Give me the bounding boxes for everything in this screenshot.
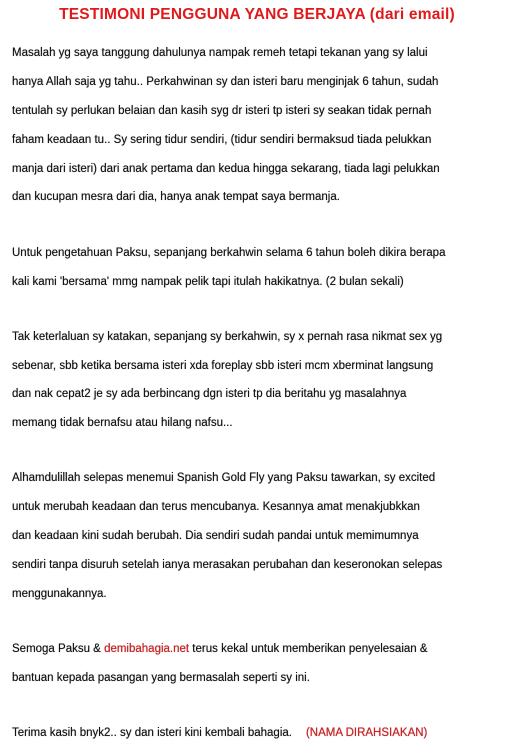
paragraph-5 bbox=[12, 627, 502, 699]
paragraph-line: untuk merubah keadaan dan terus mencubanya. Kesannya amat menakjubkkan bbox=[12, 501, 420, 514]
paragraph-line: tentulah sy perlukan belaian dan kasih syg dr isteri tp isteri sy seakan tidak pernah bbox=[12, 105, 432, 118]
paragraph-3 bbox=[12, 315, 502, 445]
paragraph-line: sendiri tanpa disuruh setelah ianya merasakan perubahan dan keseronokan selepas bbox=[12, 558, 443, 571]
paragraph-line: dan nak cepat2 je sy ada berbincang dgn isteri tp dia beritahu yg masalahnya bbox=[12, 388, 407, 401]
paragraph-line: Alhamdulillah selepas menemui Spanish Gold Fly yang Paksu tawarkan, sy excited bbox=[12, 472, 436, 485]
paragraph-line: kali kami 'bersama' mmg nampak pelik tapi itulah hakikatnya. (2 bulan sekali) bbox=[12, 275, 404, 288]
paragraph-1 bbox=[12, 32, 502, 219]
paragraph-line: manja dari isteri) dari anak pertama dan kedua hingga sekarang, tiada lagi pelukkan bbox=[12, 162, 440, 175]
page-title: TESTIMONI PENGGUNA YANG BERJAYA (dari email) bbox=[59, 6, 455, 23]
paragraph-line bbox=[12, 726, 502, 740]
paragraph-line: menggunakannya. bbox=[12, 587, 107, 600]
paragraph-line: faham keadaan tu.. Sy sering tidur sendiri, (tidur sendiri bermaksud tiada pelukkan bbox=[12, 133, 432, 146]
author-name: (NAMA DIRAHSIAKAN) bbox=[305, 726, 428, 739]
paragraph-line bbox=[12, 642, 502, 656]
paragraph-text: Semoga Paksu & bbox=[12, 642, 105, 655]
paragraph-2 bbox=[12, 231, 502, 303]
website-link[interactable]: demibahagia.net bbox=[104, 642, 190, 655]
paragraph-line: memang tidak bernafsu atau hilang nafsu... bbox=[12, 417, 233, 430]
paragraph-line: dan kucupan mesra dari dia, hanya anak tempat saya bermanja. bbox=[12, 191, 340, 204]
paragraph-line: hanya Allah saja yg tahu.. Perkahwinan sy dan isteri baru menginjak 6 tahun, sudah bbox=[12, 76, 439, 89]
paragraph-line: Tak keterlaluan sy katakan, sepanjang sy berkahwin, sy x pernah rasa nikmat sex yg bbox=[12, 330, 443, 343]
paragraph-line: dan keadaan kini sudah berubah. Dia sendiri sudah pandai untuk memimumnya bbox=[12, 530, 419, 542]
paragraph-text: terus kekal untuk memberikan penyelesaian & bbox=[189, 642, 428, 655]
paragraph-4 bbox=[12, 457, 502, 615]
paragraph-6 bbox=[12, 711, 502, 754]
paragraph-line: bantuan kepada pasangan yang bermasalah seperti sy ini. bbox=[12, 671, 310, 684]
paragraph-line: Masalah yg saya tanggung dahulunya nampak remeh tetapi tekanan yang sy lalui bbox=[12, 47, 428, 60]
paragraph-line: sebenar, sbb ketika bersama isteri xda foreplay sbb isteri mcm xberminat langsung bbox=[12, 359, 434, 372]
closing-text: Terima kasih bnyk2.. sy dan isteri kini kembali bahagia. bbox=[12, 726, 292, 739]
paragraph-line: Untuk pengetahuan Paksu, sepanjang berkahwin selama 6 tahun boleh dikira berapa bbox=[12, 246, 446, 259]
